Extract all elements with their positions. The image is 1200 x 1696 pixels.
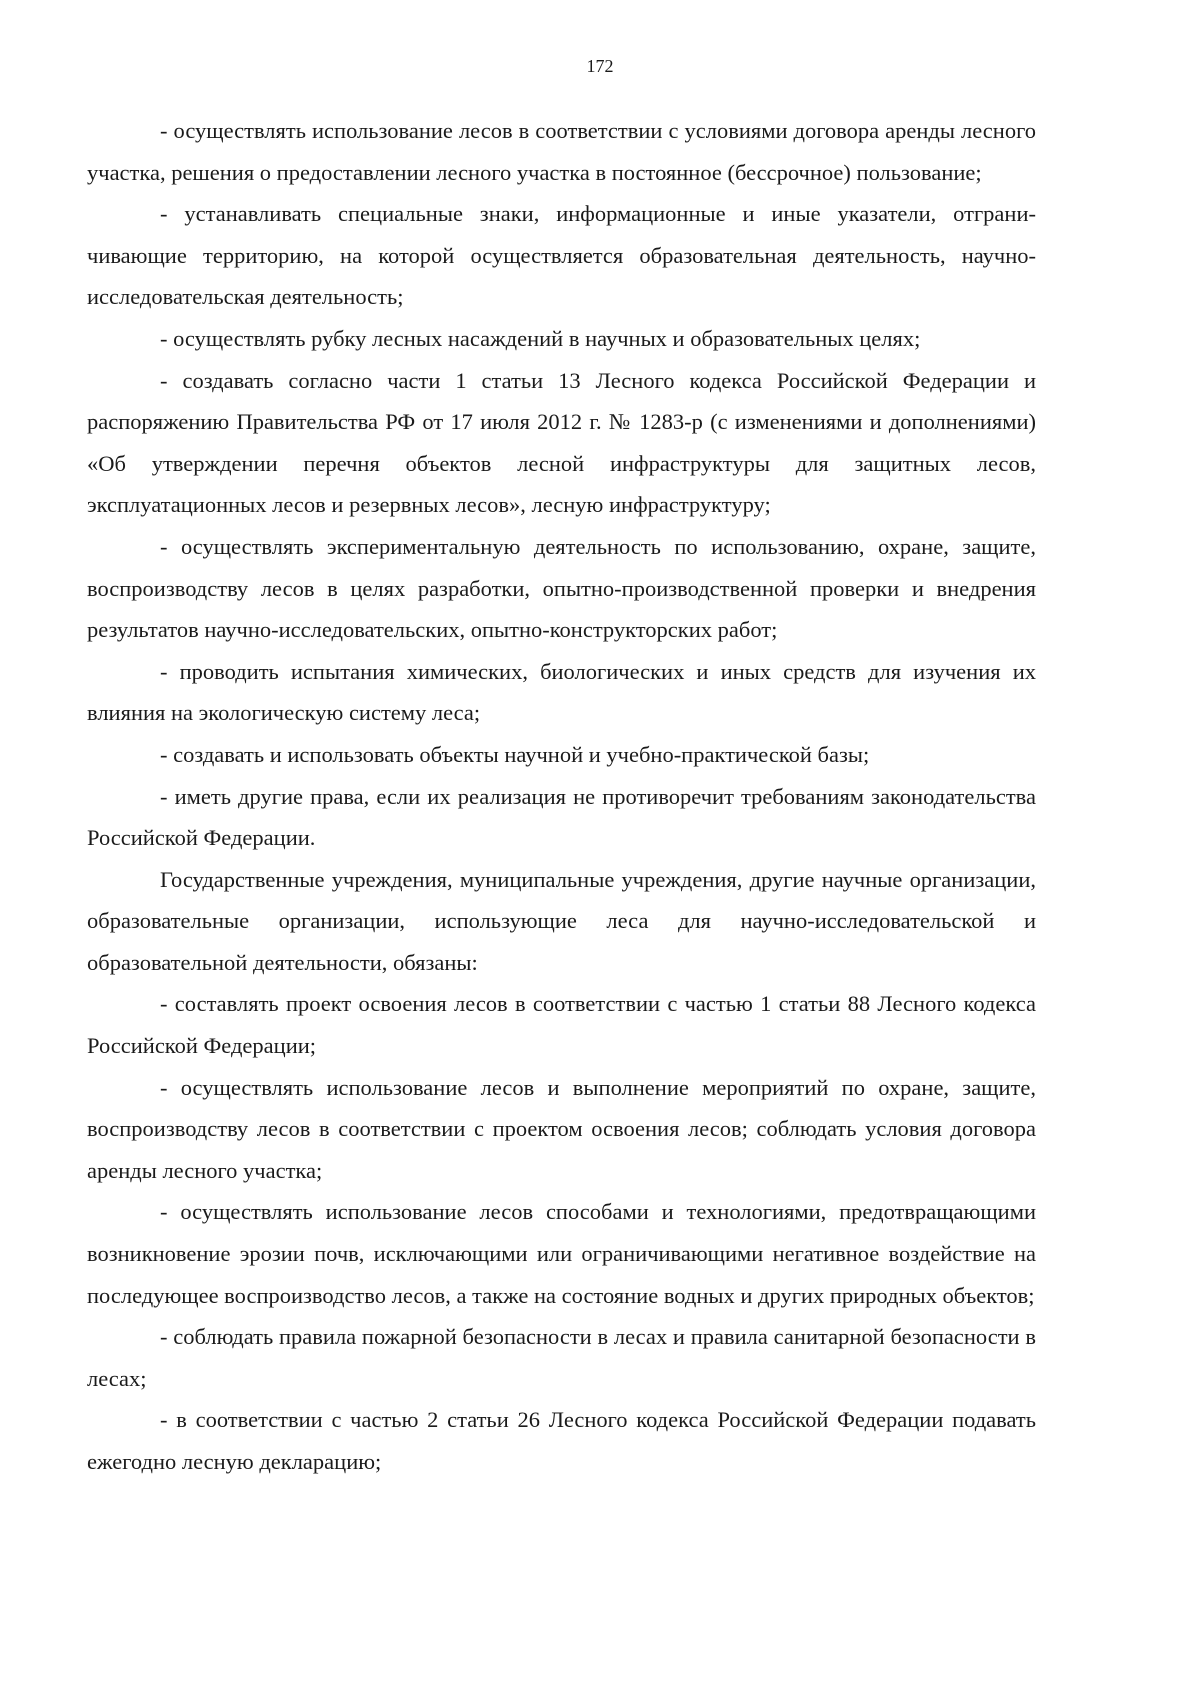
paragraph-forest-infrastructure: - создавать согласно части 1 статьи 13 Лесного кодекса Российской Федерации и распоряжению Правительства РФ от 17 июля 2012 г. № 1283-р (с изменениями и дополнениями) «Об утверждении перечня объектов лесной инфраструктуры для защитных лесов, эксплуатационных лесов и резервных лесов», лесную инфраструктуру; bbox=[87, 367, 1036, 518]
paragraph-felling: - осуществлять рубку лесных насаждений в научных и образовательных целях; bbox=[160, 325, 921, 351]
paragraph-development-project: - составлять проект освоения лесов в соответствии с частью 1 статьи 88 Лесного кодекса Российской Федерации; bbox=[87, 991, 1036, 1059]
paragraph-install-signs: - устанавливать специальные знаки, информационные и иные указатели, отграничивающие территорию, на которой осуществляется образовательная деятельность, научно-исследовательская деятельность; bbox=[87, 201, 1036, 310]
document-body bbox=[87, 110, 1036, 1483]
paragraph-other-rights: - иметь другие права, если их реализация не противоречит требованиям законодательства Российской Федерации. bbox=[87, 783, 1036, 851]
paragraph-testing-agents: - проводить испытания химических, биологических и иных средств для изучения их влияния на экологическую систему леса; bbox=[87, 658, 1036, 726]
paragraph-erosion-prevention: - осуществлять использование лесов способами и технологиями, предотвращающими возникновение эрозии почв, исключающими или ограничивающими негативное воздействие на последующее воспроизводство лесов, а также на состояние водных и других природных объектов; bbox=[87, 1199, 1036, 1308]
paragraph-experimental-activity: - осуществлять экспериментальную деятельность по использованию, охране, защите, воспроизводству лесов в целях разработки, опытно-производственной проверки и внедрения результатов научно-исследовательских, опытно-конструкторских работ; bbox=[87, 533, 1036, 643]
paragraph-research-base: - создавать и использовать объекты научной и учебно-практической базы; bbox=[160, 741, 870, 767]
page-number: 172 bbox=[586, 56, 614, 76]
paragraph-fire-safety: - соблюдать правила пожарной безопасности в лесах и правила санитарной безопасности в лесах; bbox=[87, 1324, 1036, 1391]
paragraph-lease-compliance: - осуществлять использование лесов в соответствии с условиями договора аренды лесного участка, решения о предоставлении лесного участка в постоянное (бессрочное) пользование; bbox=[87, 118, 1036, 185]
paragraph-obligations-intro: Государственные учреждения, муниципальные учреждения, другие научные организации, образовательные организации, использующие леса для научно-исследовательской и образовательной деятельности, обязаны: bbox=[87, 866, 1036, 975]
paragraph-forest-declaration: - в соответствии с частью 2 статьи 26 Лесного кодекса Российской Федерации подавать ежегодно лесную декларацию; bbox=[87, 1407, 1036, 1474]
paragraph-use-and-protection: - осуществлять использование лесов и выполнение мероприятий по охране, защите, воспроизводству лесов в соответствии с проектом освоения лесов; соблюдать условия договора аренды лесного участка; bbox=[87, 1074, 1036, 1183]
